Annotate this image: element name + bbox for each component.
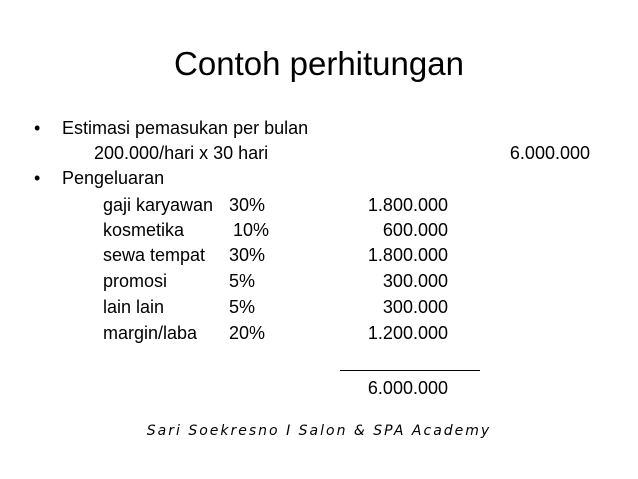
- expense-amount: 600.000: [382, 220, 448, 240]
- expense-amount: 300.000: [382, 271, 448, 291]
- sum-divider: [340, 370, 480, 371]
- expense-name: promosi: [103, 271, 168, 291]
- expense-name: margin/laba: [103, 323, 198, 343]
- expense-name: lain lain: [103, 297, 165, 317]
- expense-amount: 1.200.000: [367, 323, 448, 343]
- expense-pct: 5%: [229, 271, 256, 291]
- expenses-total: 6.000.000: [367, 378, 448, 398]
- expense-amount: 1.800.000: [367, 195, 448, 215]
- expense-amount: 300.000: [382, 297, 448, 317]
- expense-pct: 30%: [229, 195, 266, 215]
- expense-pct: 5%: [229, 297, 256, 317]
- income-formula: 200.000/hari x 30 hari: [94, 143, 269, 163]
- expense-amount: 1.800.000: [367, 245, 448, 265]
- income-total: 6.000.000: [509, 143, 590, 163]
- slide-title: Contoh perhitungan: [174, 45, 464, 82]
- expense-name: sewa tempat: [103, 245, 206, 265]
- expense-pct: 30%: [229, 245, 266, 265]
- expense-name: gaji karyawan: [103, 195, 214, 215]
- income-label: Estimasi pemasukan per bulan: [62, 118, 309, 138]
- expense-pct: 20%: [229, 323, 266, 343]
- footer-credit: Sari Soekresno I Salon & SPA Academy: [146, 423, 492, 439]
- expense-name: kosmetika: [103, 220, 185, 240]
- bullet-dot: •: [34, 118, 41, 138]
- expense-pct: 10%: [233, 220, 270, 240]
- expenses-label: Pengeluaran: [62, 168, 165, 188]
- bullet-dot: •: [34, 168, 41, 188]
